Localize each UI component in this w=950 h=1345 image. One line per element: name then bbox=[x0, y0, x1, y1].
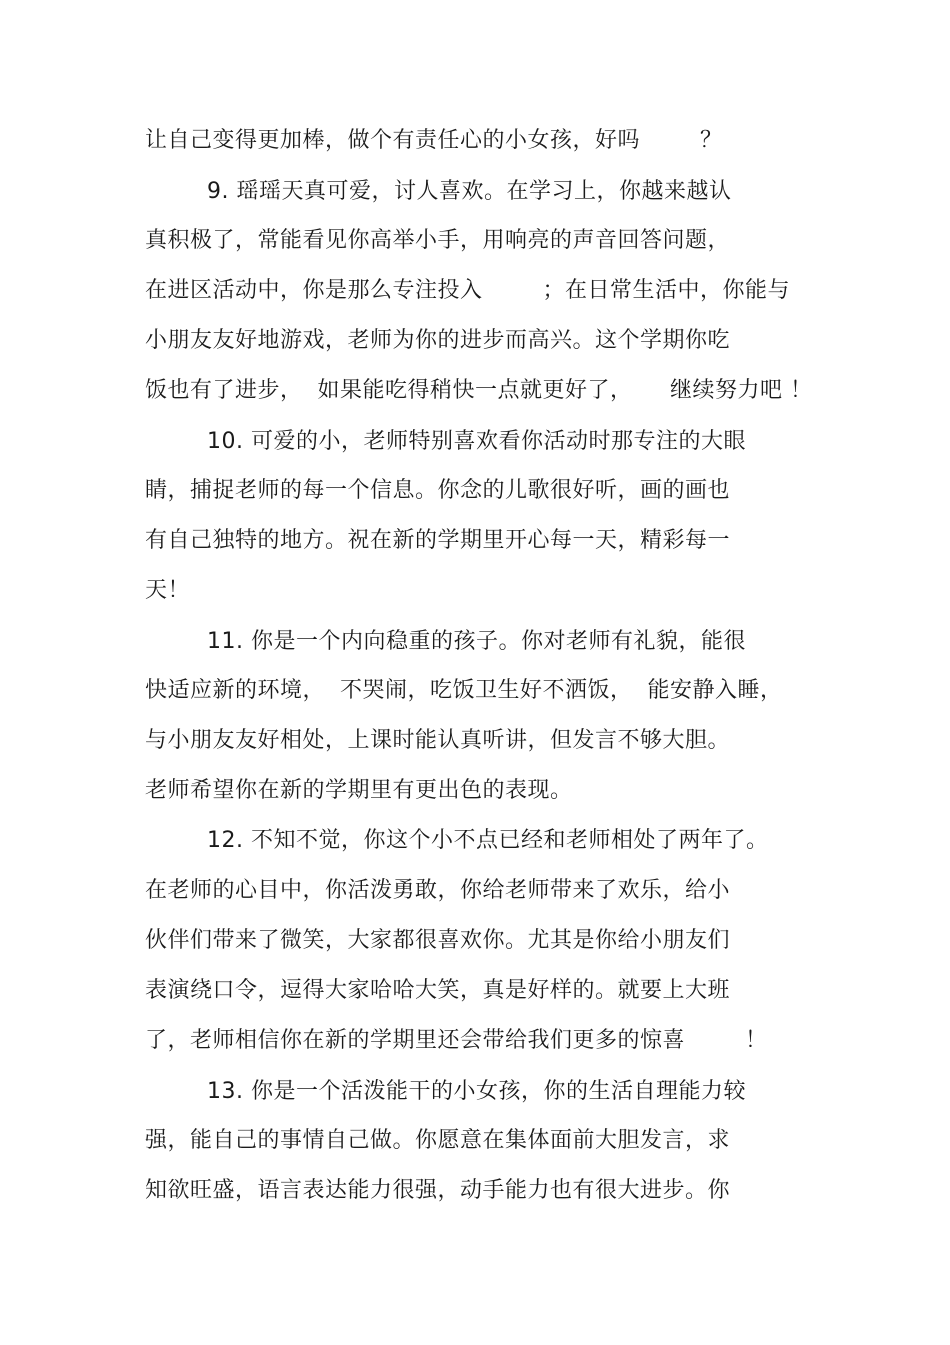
text-line: 有自己独特的地方。祝在新的学期里开心每一天，精彩每一 bbox=[145, 528, 731, 553]
paragraph-11-start: 11. 你是一个内向稳重的孩子。你对老师有礼貌，能很 bbox=[207, 629, 746, 654]
text-line: 真积极了，常能看见你高举小手，用响亮的声音回答问题， bbox=[145, 228, 731, 253]
paragraph-12-start: 12. 不知不觉，你这个小不点已经和老师相处了两年了。 bbox=[207, 828, 769, 853]
text-line: 了，老师相信你在新的学期里还会带给我们更多的惊喜 ！ bbox=[145, 1028, 768, 1053]
text-line: 伙伴们带来了微笑，大家都很喜欢你。尤其是你给小朋友们 bbox=[145, 928, 731, 953]
paragraph-13-start: 13. 你是一个活泼能干的小女孩，你的生活自理能力较 bbox=[207, 1079, 746, 1104]
text-line: 知欲旺盛，语言表达能力很强，动手能力也有很大进步。你 bbox=[145, 1178, 731, 1203]
text-line: 在进区活动中，你是那么专注投入 ；在日常生活中，你能与 bbox=[145, 278, 790, 303]
text-line: 老师希望你在新的学期里有更出色的表现。 bbox=[145, 778, 573, 803]
text-line: 天！ bbox=[145, 578, 191, 603]
text-line: 快适应新的环境， 不哭闹，吃饭卫生好不洒饭， 能安静入睡， bbox=[145, 678, 783, 703]
text-line: 饭也有了进步， 如果能吃得稍快一点就更好了， 继续努力吧 ！ bbox=[145, 378, 813, 403]
text-line: 与小朋友友好相处，上课时能认真听讲，但发言不够大胆。 bbox=[145, 728, 731, 753]
text-line: 强，能自己的事情自己做。你愿意在集体面前大胆发言，求 bbox=[145, 1128, 731, 1153]
text-line: 睛，捕捉老师的每一个信息。你念的儿歌很好听，画的画也 bbox=[145, 478, 731, 503]
paragraph-10-start: 10. 可爱的小，老师特别喜欢看你活动时那专注的大眼 bbox=[207, 429, 746, 454]
text-line: 在老师的心目中，你活泼勇敢，你给老师带来了欢乐，给小 bbox=[145, 878, 731, 903]
text-line: 让自己变得更加棒，做个有责任心的小女孩，好吗 ？ bbox=[145, 128, 723, 153]
paragraph-9-start: 9. 瑶瑶天真可爱，讨人喜欢。在学习上，你越来越认 bbox=[207, 179, 732, 204]
text-line: 表演绕口令，逗得大家哈哈大笑，真是好样的。就要上大班 bbox=[145, 978, 731, 1003]
text-line: 小朋友友好地游戏，老师为你的进步而高兴。这个学期你吃 bbox=[145, 328, 731, 353]
